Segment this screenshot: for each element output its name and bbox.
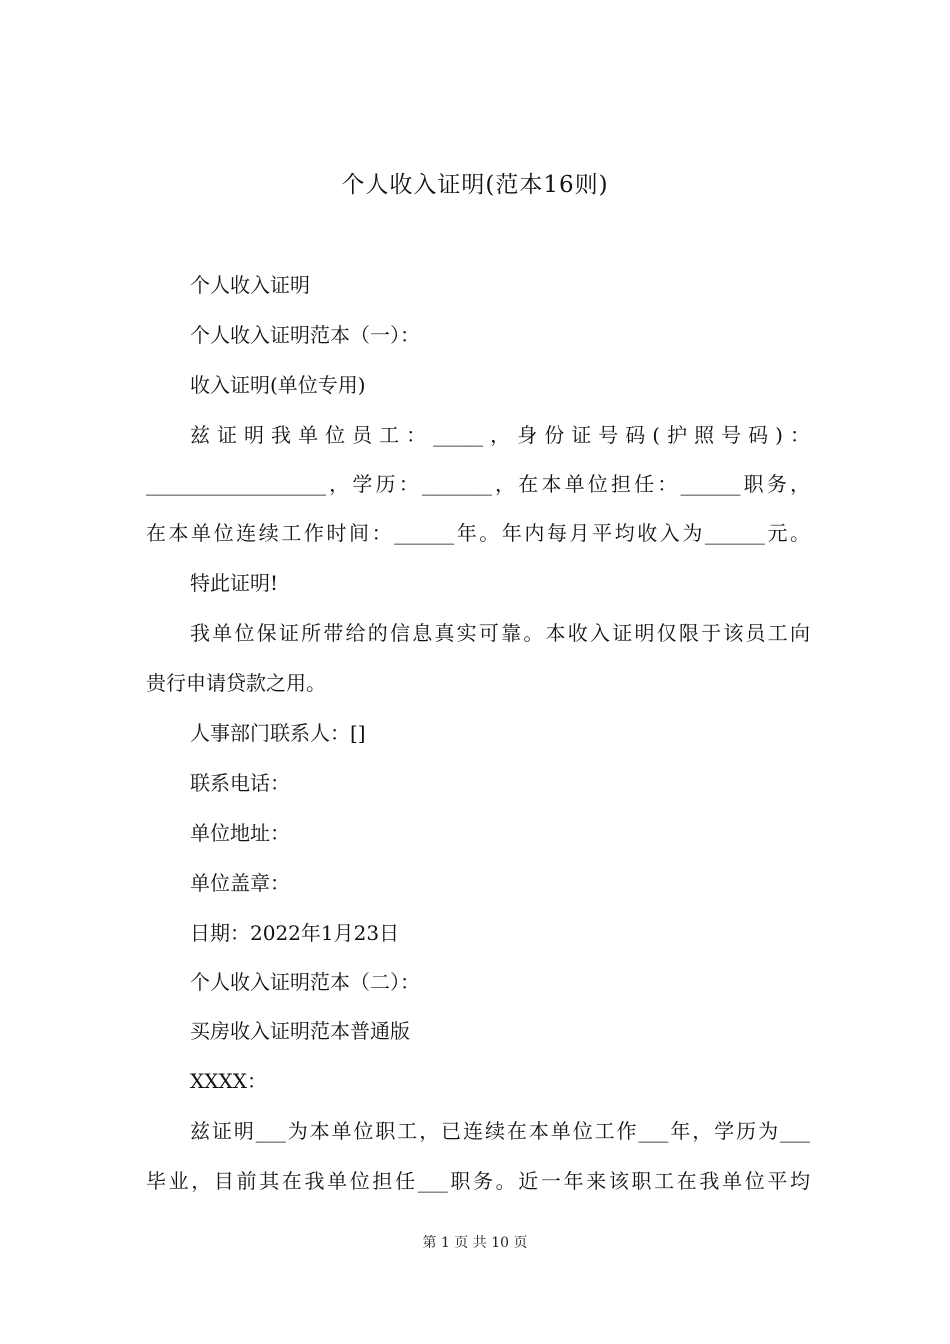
paragraph-line: 特此证明!: [190, 571, 279, 595]
paragraph-line: __________________，学历：_______，在本单位担任：______职务，: [146, 472, 810, 496]
paragraph-line: 人事部门联系人：[]: [190, 721, 366, 745]
paragraph-line: 个人收入证明范本（二）：: [190, 970, 420, 994]
paragraph-line: 个人收入证明范本（一）：: [190, 323, 420, 347]
paragraph-line: 买房收入证明范本普通版: [190, 1019, 410, 1043]
paragraph-line: 兹证明我单位员工：_____，身份证号码(护照号码)：: [190, 423, 810, 447]
paragraph-line: 单位地址：: [190, 821, 290, 845]
paragraph-line: 联系电话：: [190, 771, 290, 795]
paragraph-line: XXXX：: [190, 1069, 267, 1093]
page-footer: 第 1 页 共 10 页: [422, 1235, 528, 1251]
paragraph-line: 日期：2022年1月23日: [190, 921, 400, 945]
paragraph-line: 在本单位连续工作时间：______年。年内每月平均收入为______元。: [146, 521, 810, 545]
paragraph-line: 收入证明(单位专用): [190, 373, 366, 397]
paragraph-line: 单位盖章：: [190, 871, 290, 895]
document-title: 个人收入证明(范本16则): [341, 172, 609, 198]
paragraph-line: 兹证明___为本单位职工，已连续在本单位工作___年，学历为___: [190, 1119, 810, 1143]
paragraph-line: 我单位保证所带给的信息真实可靠。本收入证明仅限于该员工向: [190, 621, 810, 645]
paragraph-line: 毕业，目前其在我单位担任___职务。近一年来该职工在我单位平均: [146, 1169, 810, 1193]
paragraph-line: 个人收入证明: [190, 273, 310, 297]
paragraph-line: 贵行申请贷款之用。: [146, 671, 326, 695]
